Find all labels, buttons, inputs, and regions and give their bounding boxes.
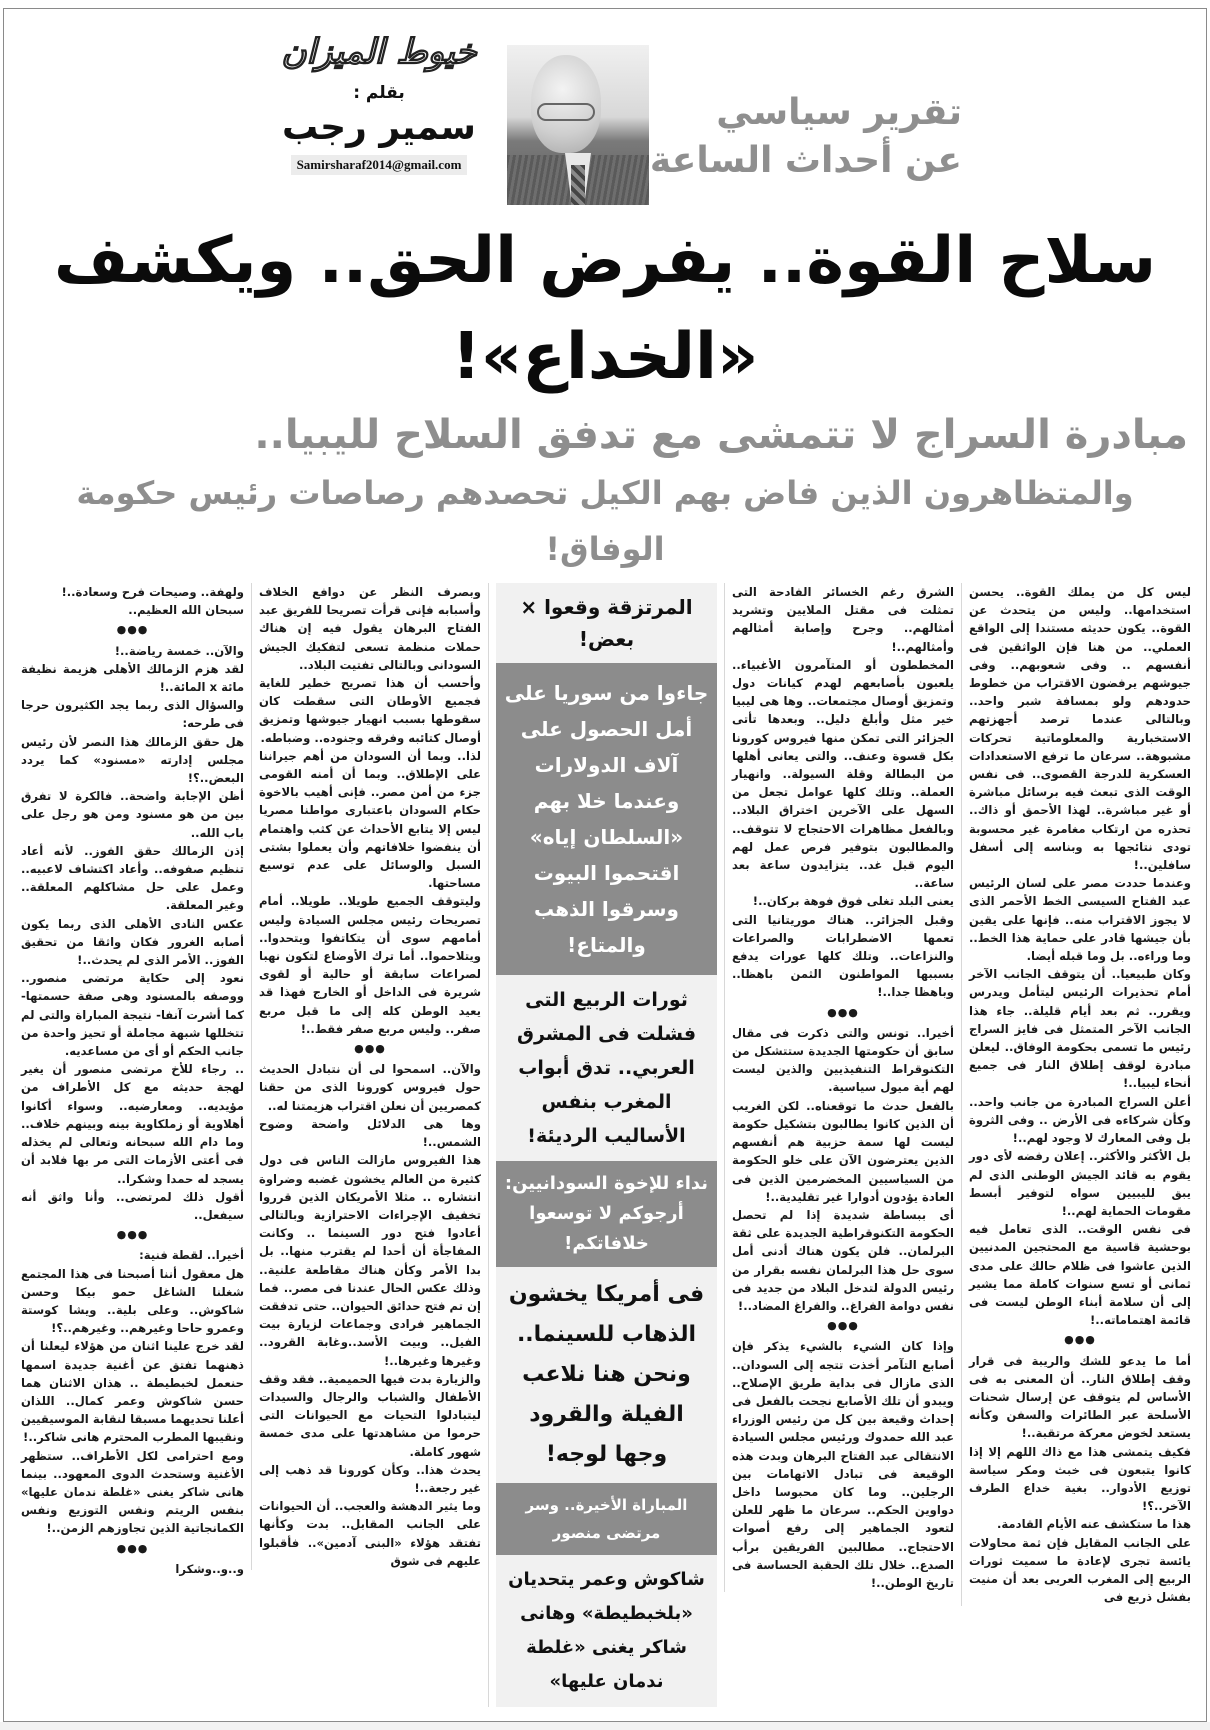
paragraph: أما ما يدعو للشك والريبة فى قرار وقف إطلاق النار.. أن المعنى به فى الأساس لم يتوقف عن إرسال شحنات الأسلحة عبر الطائرات والسفن وكأنه يستعد لخوض معركة مرتقبة..! bbox=[969, 1353, 1191, 1441]
paragraph: لذا.. وبما أن السودان من أهم جيراننا على الإطلاق.. وبما أن أمنه القومى جزء من أمن مصر.. فإنى أهيب بالاخوة حكام السودان باعتبارى مواطنا مصريا ليس إلا يتابع الأحداث عن كثب واهتمام أن ينفضوا خلافاتهم وأن يعملوا بشتى السبل والوسائل على عدم توسيع مساحتها. bbox=[259, 748, 481, 891]
paragraph: بل الأكثر والأكثر.. إعلان رفضه لأى دور يقوم به قائد الجيش الوطنى الذى لم يبق لليبيين سواه لتوفير أبسط مقومات الحماية لهم..! bbox=[969, 1149, 1191, 1218]
article-column-1 bbox=[961, 583, 1198, 1606]
subheadline-1: مبادرة السراج لا تتمشى مع تدفق السلاح لليبيا.. bbox=[254, 412, 1188, 458]
paragraph: ومع احترامى لكل الأطراف.. ستظهر الأغنية وستحدث الدوى المعهود.. بينما هانى شاكر يغنى «غلطة ندمان عليها» بنفس الريتم ونفس التوزيع ونفس الكمانجاتية الذين تجاوزهم الزمن..! bbox=[21, 1448, 244, 1536]
paragraph: وأحسب أن هذا تصريح خطير للغاية فجميع الأوطان التى سقطت كان سقوطها بسبب انهيار جيوشها وتمزيق أوصال كتائبه وفرقه وجنوده.. وضباطه. bbox=[259, 676, 481, 745]
paragraph: هل معقول أننا أصبحنا فى هذا المجتمع شغلنا الشاغل حمو بيكا وحسن شاكوش.. وعلى بلية.. ويشا كوستة وعمرو حاحا وغيرهم.. وغيرهم..؟! bbox=[21, 1266, 244, 1336]
kicker-line-2: عن أحداث الساعة bbox=[649, 140, 962, 181]
paragraph: وها هى الدلائل واضحة وضوح الشمس..! bbox=[259, 1116, 481, 1150]
paragraph: أظن الإجابة واضحة.. فالكرة لا تفرق بين من هو مسنود ومن هو رجل على باب الله.. bbox=[21, 789, 244, 840]
section-separator: ●●● bbox=[116, 1541, 149, 1555]
paragraph: إذن الزمالك حقق الفوز.. لأنه أعاد تنظيم صفوفه.. وأعاد اكتشاف لاعبيه.. وعمل على حل مشاكلهم المعلقة.. وغير المعلقة. bbox=[21, 843, 244, 913]
section-separator: ●●● bbox=[827, 1319, 859, 1333]
column-logo: خيوط الميزان bbox=[281, 32, 477, 72]
paragraph: أعلن السراج المبادرة من جانب واحد.. وكأن شركاءه فى الأرض .. وفى الثروة بل وفى المعارك لا وجود لهم..! bbox=[969, 1094, 1191, 1146]
pull-quote: المباراة الأخيرة.. وسر مرتضى منصور bbox=[496, 1483, 717, 1555]
section-separator: ●●● bbox=[354, 1042, 386, 1056]
article-columns bbox=[12, 583, 1198, 1707]
paragraph: هذا ما ستكشف عنه الأيام القادمة. bbox=[997, 1517, 1191, 1532]
paragraph: والزيارة بدت فيها الحميمية.. فقد وقف الأطفال والشباب والرجال والسيدات ليتبادلوا التحيات مع الحيوانات التى حرموا من مشاهدتها على مدى خمسة شهور كاملة. bbox=[259, 1371, 481, 1459]
author-email: Samirsharaf2014@gmail.com bbox=[291, 155, 468, 175]
paragraph: هذا الفيروس مازالت الناس فى دول كثيرة من العالم يخشون غضبه وضراوة انتشاره .. مثلا الأمريكان الذين قرروا تخفيف الإجراءات الاحترازية وبالتالى أعادوا فتح دور السينما .. وكانت المفاجأة أن أحدا لم يقترب منها.. بل بدا الأمر وكأن هناك مقاطعة علنية.. وذلك عكس الحال عندنا فى مصر.. فما إن تم فتح حدائق الحيوان.. حتى تدفقت الجماهير فرادى وجماعات لزيارة بيت الفيل.. وبيت الأسد..وغابة القرود.. وغيرها وغيرها..! bbox=[259, 1153, 481, 1368]
paragraph: الشرق رغم الخسائر الفادحة التى تمثلت فى مقتل الملايين وتشريد أمثالهم.. وجرح وإصابة أمثالهم وأمثالهم..! bbox=[732, 585, 954, 654]
paragraph: لقد خرج علينا اثنان من هؤلاء ليعلنا أن ذهنهما تفتق عن أغنية جديدة اسمها حنعمل لخبطيطة .. هذان الاثنان هما حسن شاكوش وعمر كمال.. اللذان أعلنا تحديهما مسبقا لنقابة الموسيقيين ونقيبها المطرب المحترم هانى شاكر..! bbox=[21, 1339, 244, 1445]
bottom-edge bbox=[0, 1722, 1210, 1730]
pull-quote: شاكوش وعمر يتحديان «بلخبطيطة» وهانى شاكر يغنى «غلطة ندمان عليها» bbox=[496, 1555, 717, 1707]
paragraph: ليس كل من يملك القوة.. يحسن استخدامها.. وليس من يتحدث عن القوة.. يكون حديثه مستندا إلى الواقع العملي.. من هنا فإن الواثقين فى أنفسهم .. وفى شعوبهم.. وفى جيوشهم يرفضون الاقتراب من خطوط حدودهم ولو بمسافة شبر واحد.. وبالتالى عندما ترصد أجهزتهم الاستخبارية والمعلوماتية تحركات مشبوهة.. سرعان ما ترفع الاستعدادات العسكرية للدرجة القصوى.. فى نفس الوقت الذى تبعث فيه برسائل مباشرة أو غير مباشرة.. لهذا الأحمق أو ذاك.. تحذره من ارتكاب مغامرة غير محسوبة تودى نتائجها به وبناسه إلى أسفل سافلين..! bbox=[969, 585, 1191, 873]
section-separator: ●●● bbox=[116, 1228, 149, 1242]
paragraph: لقد هزم الزمالك الأهلى هزيمة نظيفة مائة x المائة..! bbox=[21, 661, 244, 695]
article-column-5 bbox=[14, 583, 251, 1578]
paragraph: و..و..وشكرا bbox=[175, 1561, 244, 1576]
photo-glasses-shape bbox=[537, 103, 595, 121]
pull-quote: ثورات الربيع التى فشلت فى المشرق العربي.. تدق أبواب المغرب بنفس الأساليب الرديئة! bbox=[496, 975, 717, 1161]
photo-tie-shape bbox=[571, 165, 585, 205]
byline-block bbox=[274, 23, 484, 175]
paragraph: نعود إلى حكاية مرتضى منصور.. ووصفه بالمسنود وهى صفة حسمتها- كما أشرت آنفا- نتيجة المباراة والتى لم تتخللها شبهة مجاملة أو تحيز واحدة من جانب الحكم أو أى من مساعديه. bbox=[21, 971, 244, 1059]
paragraph: والسؤال الذى ربما يجد الكثيرون حرجا فى طرحه: bbox=[21, 698, 244, 731]
author-photo bbox=[507, 45, 649, 205]
paragraph: وإذا كان الشيء بالشيء يذكر فإن أصابع التآمر أخذت تتجه إلى السودان.. الذى مازال فى بداية طريق الإصلاح.. ويبدو أن تلك الأصابع نجحت بالفعل فى إحداث وقيعة بين كل من رئيس الوزراء عبد الله حمدوك ورئيس مجلس السيادة الانتقالى عبد الفتاح البرهان وبدت هذه الوقيعة فى تبادل الاتهامات بين الرجلين.. وما كان محبوسا داخل دواوين الحكم.. سرعان ما ظهر للعلن لتعود الجماهير إلى رفع أصوات الاحتجاج.. مطالبين الفريقين برأب الصدع.. خلال تلك الحقبة الحساسة فى تاريخ الوطن..! bbox=[732, 1339, 954, 1590]
subheadline-2: والمتظاهرون الذين فاض بهم الكيل تحصدهم رصاصات رئيس حكومة الوفاق! bbox=[76, 474, 1134, 568]
paragraph: فى نفس الوقت.. الذى تعامل فيه بوحشية قاسية مع المحتجين المدنيين الذين عاشوا فى ظلام حالك على مدى ثمانى أو تسع سنوات كاملة مما يشير إلى أن سلامة أبناء الوطن ليست فى قائمة اهتماماته..! bbox=[969, 1222, 1191, 1328]
article-column-2 bbox=[724, 583, 961, 1592]
section-kicker bbox=[649, 89, 962, 185]
paragraph: وكان طبيعيا.. أن يتوقف الجانب الآخر أمام تحذيرات الرئيس ليتأمل ويدرس ويقرر.. ثم بعد أيام قليلة.. جاء هذا الجانب الآخر المتمثل فى فايز السراج رئيس ما تسمى بحكومة الوفاق.. ليعلن مبادرة لوقف إطلاق النار فى جميع أنحاء ليبيا..! bbox=[969, 967, 1191, 1091]
paragraph: وليتوقف الجميع طويلا.. طويلا.. أمام تصريحات رئيس مجلس السيادة وليس أمامهم سوى أن يتكاتفوا ويتحدوا.. ويتلاحموا.. أما ترك الأوضاع لتكون نهبا لصراعات سابقة أو حالية أو لقوى شريرة فى الداخل أو الخارج فهذا قد يعيد الوطن كله إلى ما قبل مربع صفر.. وليس مربع صفر فقط..! bbox=[259, 894, 481, 1036]
article-header bbox=[12, 19, 1198, 209]
paragraph: بالفعل حدث ما توقعناه.. لكن الغريب أن الذين كانوا يطالبون بتشكيل حكومة ليست لها سمة حزبية هم أنفسهم الذين يعترضون الآن على خلو الحكومة من السياسيين المخضرمين الذين فى العادة يؤدون أدوارا غير تقليدية..! bbox=[732, 1098, 954, 1204]
paragraph: المخططون أو المتآمرون الأغبياء.. يلعبون بأصابعهم لهدم كيانات دول وتمزيق أوصال مجتمعات.. وها هى ليبيا خير مثل وأبلغ دليل.. وبعدها تأتى الجزائر التى تمكن منها فيروس كورونا بكل قسوة وعنف.. والتى يعانى أهلها من البطالة وقلة السيولة.. وانهيار العملة.. وتلك كلها عوامل تجعل من السهل على الآخرين اختراق البلاد.. وبالفعل مظاهرات الاحتجاج لا تتوقف.. والمطالبون بتوفير فرص عمل لهم اليوم قبل غد.. يتزايدون ساعة بعد ساعة.. bbox=[732, 657, 954, 891]
pull-quote: جاءوا من سوريا على أمل الحصول على آلاف الدولارات وعندما خلا بهم «السلطان إياه» اقتحموا البيوت وسرقوا الذهب والمتاع! bbox=[496, 663, 717, 975]
paragraph: على الجانب المقابل فإن ثمة محاولات يائسة تجرى لإعادة ما سميت ثورات الربيع إلى المغرب العربى بعد أن منيت بفشل ذريع فى bbox=[969, 1535, 1191, 1605]
paragraph: .. رجاء للأخ مرتضى منصور أن يغير لهجة حديثه مع كل الأطراف من مؤيديه.. ومعارضيه.. وسواء أكانوا أهلاوية أو زملكاوية بينه وبينهم خلاف.. وما دام الله سبحانه وتعالى لم يخذله فى أعتى الأزمات التى مر بها فلابد أن يسجد له حمدا وشكرا.. bbox=[21, 1062, 244, 1186]
paragraph: ولهفة.. وصيحات فرح وسعادة..! bbox=[61, 585, 244, 599]
section-separator: ●●● bbox=[116, 623, 149, 637]
paragraph: وقبل الجزائر.. هناك موريتانيا التى تعمها الاضطرابات والصراعات والنزاعات.. وتلك كلها عورات يدفع بسببها المواطنون الثمن باهظا.. وباهظا جدا..! bbox=[732, 912, 954, 1000]
paragraph: عكس النادى الأهلى الذى ربما يكون أصابه الغرور فكان واثقا من تحقيق الفوز.. الأمر الذى لم يحدث..! bbox=[21, 916, 244, 968]
paragraph: يعنى البلد تغلى فوق فوهة بركان..! bbox=[752, 894, 954, 909]
byline-label: بقلم : bbox=[353, 83, 405, 103]
pull-quote: نداء للإخوة السودانيين: أرجوكم لا توسعوا خلافاتكم! bbox=[496, 1161, 717, 1267]
kicker-line-1: تقرير سياسي bbox=[716, 92, 962, 133]
pull-quote: فى أمريكا يخشون الذهاب للسينما.. ونحن هنا نلاعب الفيلة والقرود وجها لوجه! bbox=[496, 1267, 717, 1483]
main-headline: سلاح القوة.. يفرض الحق.. ويكشف «الخداع»! bbox=[53, 224, 1157, 394]
newspaper-page bbox=[3, 8, 1207, 1722]
paragraph: أقول ذلك لمرتضى.. وأنا واثق أنه سيفعل.. bbox=[21, 1189, 244, 1222]
paragraph: وما يثير الدهشة والعجب.. أن الحيوانات على الجانب المقابل.. بدت وكأنها تفتقد هؤلاء «البنى آدمين».. فأقبلوا عليهم فى شوق bbox=[259, 1499, 481, 1568]
paragraph: فكيف يتمشى هذا مع ذاك اللهم إلا إذا كانوا يتبعون فى خبث ومكر سياسة توزيع الأدوار.. بغية خداع الطرف الآخر..؟! bbox=[969, 1444, 1191, 1514]
paragraph: أخيرا.. تونس والتى ذكرت فى مقال سابق أن حكومتها الجديدة ستتشكل من التكنوقراط التنفيذيين والذين ليست لهم أية ميول سياسية. bbox=[732, 1025, 954, 1095]
paragraph: وعندما حددت مصر على لسان الرئيس عبد الفتاح السيسى الخط الأحمر الذى لا يجوز الاقتراب منه.. فإنها على يقين بأن جيشها قادر على حماية هذا الخط.. وما وراءه.. بل وما قبله أيضا. bbox=[969, 876, 1191, 964]
paragraph: سبحان الله العظيم.. bbox=[128, 603, 244, 618]
paragraph: وبصرف النظر عن دوافع الخلاف وأسبابه فإنى قرأت تصريحا للفريق عبد الفتاح البرهان يقول فيه إن هناك حملات منظمة تسعى لتفكيك الجيش السودانى وبالتالى تفتيت البلاد.. bbox=[259, 585, 481, 672]
article-column-4 bbox=[251, 583, 488, 1570]
paragraph: أى ببساطة شديدة إذا لم تحصل الحكومة التكنوقراطية الجديدة على ثقة البرلمان.. فلن يكون هناك أدنى أمل سوى حل هذا البرلمان نفسه بقرار من رئيس الدولة لتدخل البلاد من جديد فى نفس دوامة الفراغ.. والفراغ المضاد..! bbox=[732, 1207, 954, 1313]
section-separator: ●●● bbox=[1064, 1333, 1096, 1347]
paragraph: أخيرا.. لقطة فنية: bbox=[139, 1248, 244, 1263]
paragraph: يحدث هذا.. وكأن كورونا قد ذهب إلى غير رجعة..! bbox=[259, 1462, 481, 1495]
author-name: سمير رجب bbox=[282, 107, 476, 148]
pull-quote-column bbox=[488, 583, 724, 1707]
section-separator: ●●● bbox=[827, 1005, 859, 1019]
paragraph: هل حقق الزمالك هذا النصر لأن رئيس مجلس إدارته «مسنود» كما يردد البعض..؟! bbox=[21, 734, 244, 786]
paragraph: والآن.. اسمحوا لى أن نتبادل الحديث حول فيروس كورونا الذى من حقنا كمصريين أن نعلن اقتراب هزيمتنا له.. bbox=[259, 1062, 481, 1113]
pull-quote: المرتزقة وقعوا × بعض! bbox=[496, 583, 717, 663]
paragraph: والآن.. خمسة رياضة..! bbox=[114, 643, 244, 658]
